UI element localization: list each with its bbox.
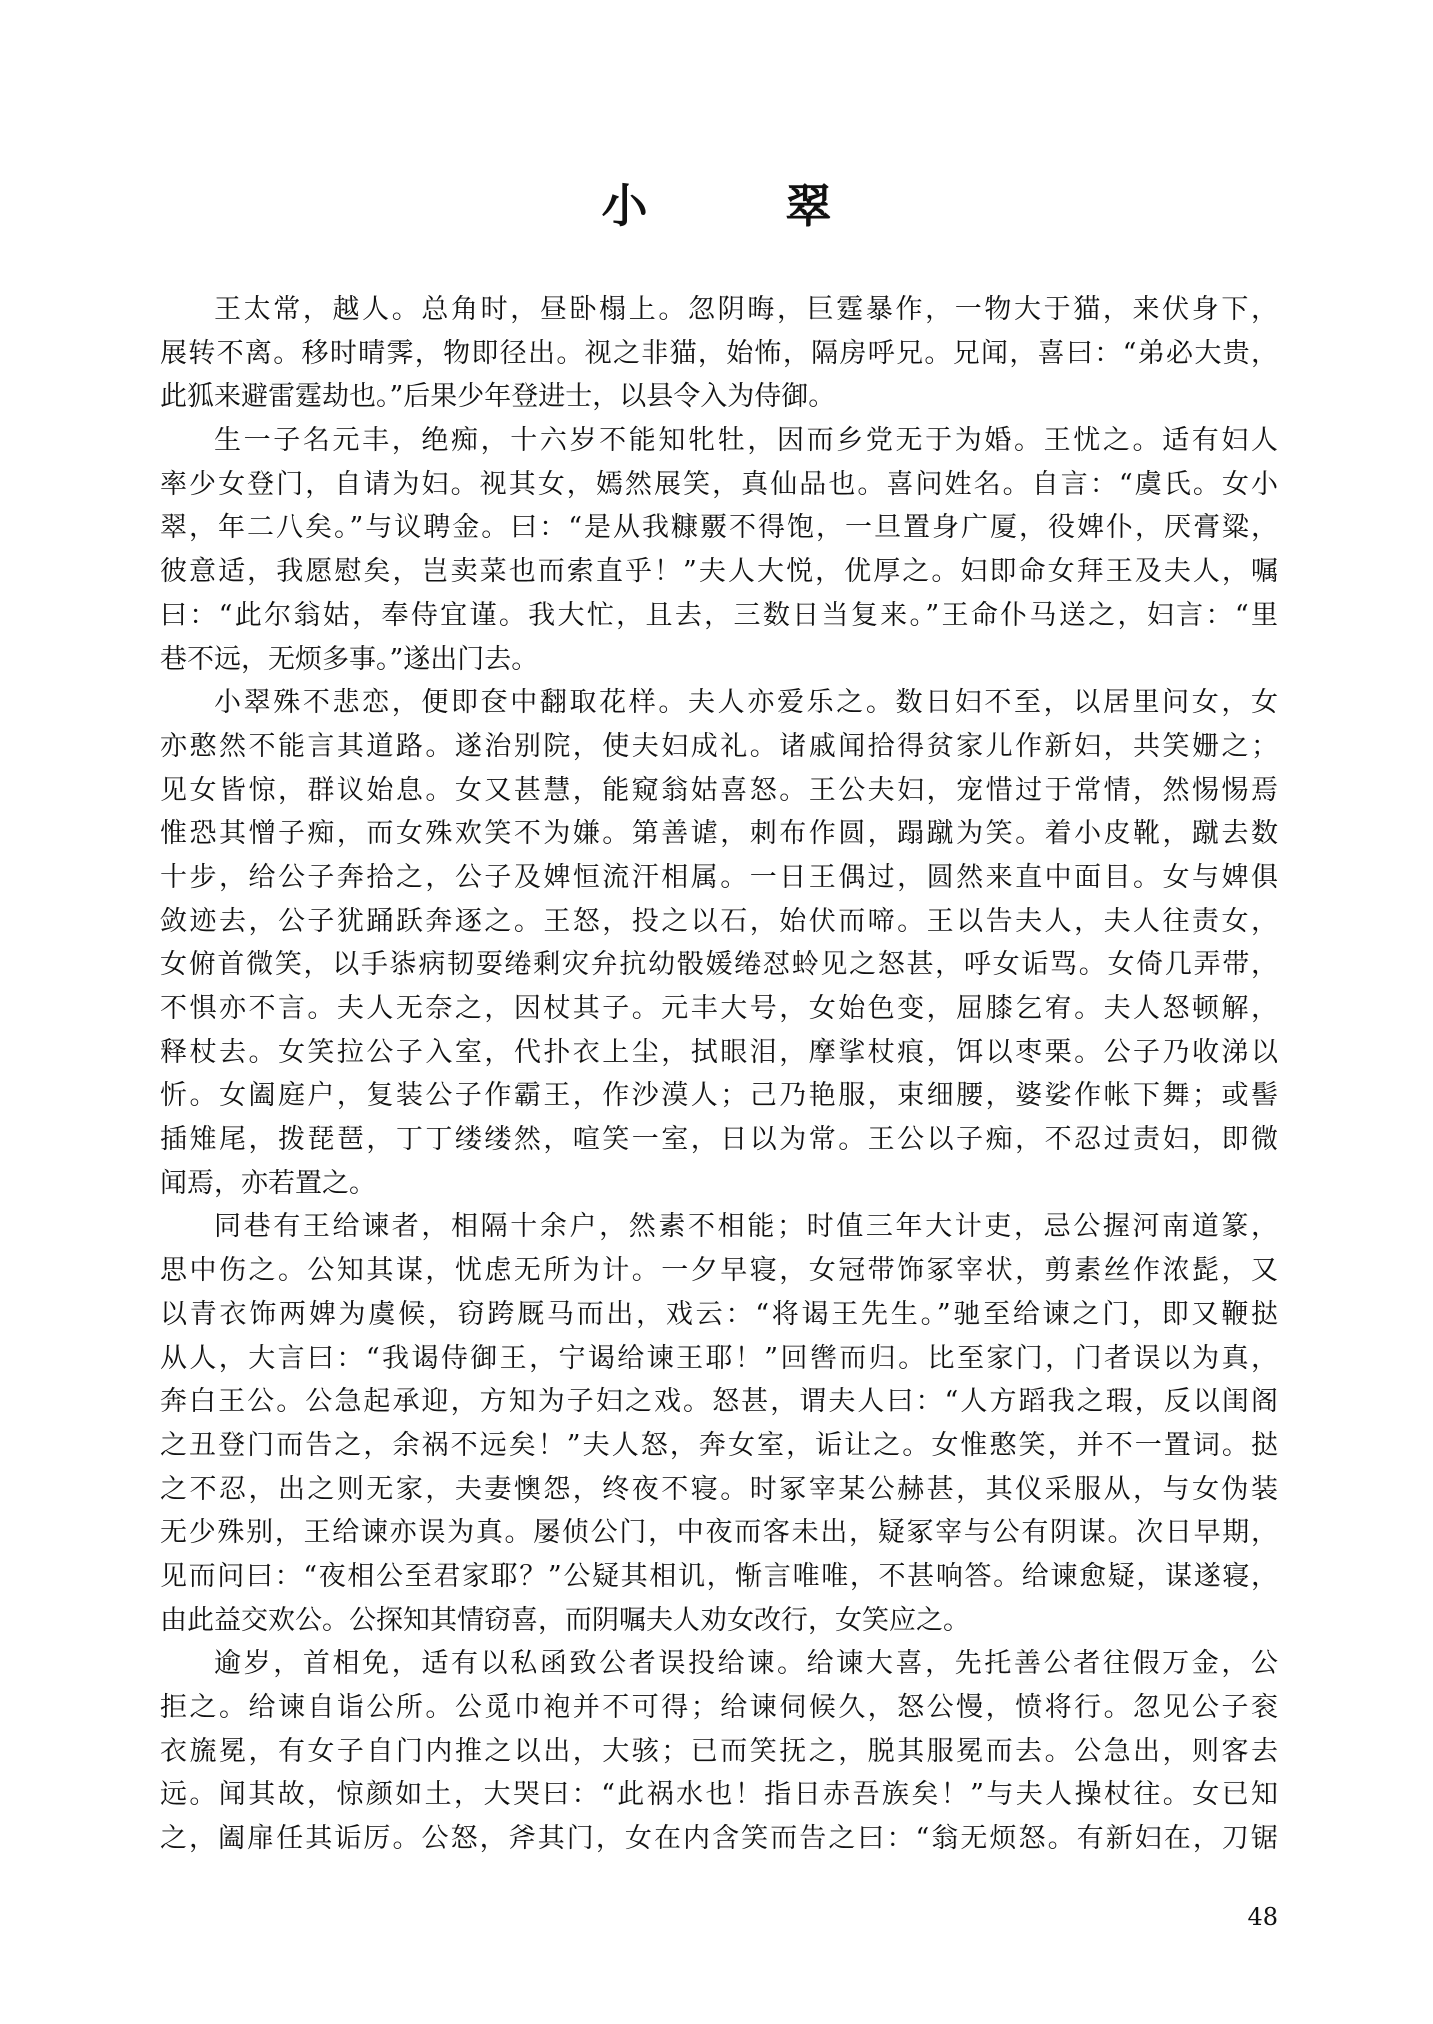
- text-line: 女俯首微笑，以手㓒病韧耍绻剩灾弁抗幼骰媛绻怼蛉见之怒甚，呼女诟骂。女倚几弄带，: [160, 949, 1278, 981]
- text-line: 同巷有王给谏者，相隔十余户，然素不相能；时值三年大计吏，忌公握河南道篆，: [214, 1211, 1278, 1243]
- text-line: 生一子名元丰，绝痴，十六岁不能知牝牡，因而乡党无于为婚。王忧之。适有妇人: [214, 425, 1278, 457]
- text-line: 翠，年二八矣。”与议聘金。曰：“是从我糠覈不得饱，一旦置身广厦，役婢仆，厌膏粱，: [160, 512, 1278, 544]
- paragraph-2: [160, 419, 1278, 681]
- page-title: 小 翠: [601, 179, 878, 233]
- text-line: 惟恐其憎子痴，而女殊欢笑不为嫌。第善谑，刺布作圆，蹋蹴为笑。着小皮靴，蹴去数: [160, 818, 1278, 850]
- text-line: 逾岁，首相免，适有以私函致公者误投给谏。给谏大喜，先托善公者往假万金，公: [214, 1648, 1278, 1680]
- text-line: 十步，给公子奔拾之，公子及婢恒流汗相属。一日王偶过，圆然来直中面目。女与婢俱: [160, 861, 1278, 893]
- text-line: 敛迹去，公子犹踊跃奔逐之。王怒，投之以石，始伏而啼。王以告夫人，夫人往责女，: [160, 905, 1278, 937]
- paragraph-5: [160, 1642, 1278, 1860]
- text-line: 闻焉，亦若置之。: [160, 1167, 376, 1199]
- text-line: 远。闻其故，惊颜如土，大哭曰：“此祸水也！指日赤吾族矣！”与夫人操杖往。女已知: [160, 1779, 1278, 1811]
- text-line: 见女皆惊，群议始息。女又甚慧，能窥翁姑喜怒。王公夫妇，宠惜过于常情，然惕惕焉: [160, 774, 1278, 806]
- page-number: 48: [1247, 1903, 1278, 1931]
- text-line: 亦憨然不能言其道路。遂治别院，使夫妇成礼。诸戚闻拾得贫家儿作新妇，共笑姗之；: [160, 730, 1278, 762]
- text-line: 思中伤之。公知其谋，忧虑无所为计。一夕早寝，女冠带饰冢宰状，剪素丝作浓髭，又: [160, 1255, 1278, 1287]
- text-line: 从人，大言曰：“我谒侍御王，宁谒给谏王耶！”回辔而归。比至家门，门者误以为真，: [160, 1342, 1278, 1374]
- text-line: 巷不远，无烦多事。”遂出门去。: [160, 643, 539, 675]
- text-line: 忻。女阖庭户，复装公子作霸王，作沙漠人；己乃艳服，束细腰，婆娑作帐下舞；或髻: [160, 1080, 1278, 1112]
- text-line: 由此益交欢公。公探知其情窃喜，而阴嘱夫人劝女改行，女笑应之。: [160, 1604, 970, 1636]
- paragraph-4: [160, 1205, 1278, 1642]
- text-line: 小翠殊不悲恋，便即奁中翻取花样。夫人亦爱乐之。数日妇不至，以居里问女，女: [214, 687, 1278, 719]
- text-line: 之丑登门而告之，余祸不远矣！”夫人怒，奔女室，诟让之。女惟憨笑，并不一置词。挞: [160, 1429, 1278, 1461]
- text-line: 展转不离。移时晴霁，物即径出。视之非猫，始怖，隔房呼兄。兄闻，喜曰：“弟必大贵，: [160, 337, 1278, 369]
- text-line: 率少女登门，自请为妇。视其女，嫣然展笑，真仙品也。喜问姓名。自言：“虞氏。女小: [160, 468, 1278, 500]
- text-line: 拒之。给谏自诣公所。公觅巾袍并不可得；给谏伺候久，怒公慢，愤将行。忽见公子衮: [160, 1692, 1278, 1723]
- text-line: 此狐来避雷霆劫也。”后果少年登进士，以县令入为侍御。: [160, 381, 836, 413]
- text-line: 之，阖扉任其诟厉。公怒，斧其门，女在内含笑而告之曰：“翁无烦怒。有新妇在，刀锯: [160, 1823, 1278, 1855]
- text-line: 释杖去。女笑拉公子入室，代扑衣上尘，拭眼泪，摩挲杖痕，饵以枣栗。公子乃收涕以: [160, 1036, 1278, 1068]
- text-line: 之不忍，出之则无家，夫妻懊怨，终夜不寝。时冢宰某公赫甚，其仪采服从，与女伪装: [160, 1473, 1278, 1505]
- text-line: 不惧亦不言。夫人无奈之，因杖其子。元丰大号，女始色变，屈膝乞宥。夫人怒顿解，: [160, 993, 1278, 1024]
- paragraph-3: [160, 681, 1278, 1205]
- text-line: 彼意适，我愿慰矣，岂卖菜也而索直乎！”夫人大悦，优厚之。妇即命女拜王及夫人，嘱: [160, 556, 1278, 588]
- story-body: [160, 288, 1278, 1861]
- text-line: 曰：“此尔翁姑，奉侍宜谨。我大忙，且去，三数日当复来。”王命仆马送之，妇言：“里: [160, 599, 1278, 631]
- text-line: 见而问曰：“夜相公至君家耶？”公疑其相讥，惭言唯唯，不甚响答。给谏愈疑，谋遂寝，: [160, 1560, 1278, 1592]
- text-line: 以青衣饰两婢为虞候，窃跨厩马而出，戏云：“将谒王先生。”驰至给谏之门，即又鞭挞: [160, 1298, 1278, 1330]
- text-line: 插雉尾，拨琵琶，丁丁缕缕然，喧笑一室，日以为常。王公以子痴，不忍过责妇，即微: [160, 1124, 1278, 1156]
- text-line: 衣旒冕，有女子自门内推之以出，大骇；已而笑抚之，脱其服冕而去。公急出，则客去: [160, 1735, 1278, 1767]
- text-line: 王太常，越人。总角时，昼卧榻上。忽阴晦，巨霆暴作，一物大于猫，来伏身下，: [214, 294, 1278, 325]
- text-line: 无少殊别，王给谏亦误为真。屡侦公门，中夜而客未出，疑冢宰与公有阴谋。次日早期，: [160, 1517, 1278, 1549]
- paragraph-1: [160, 288, 1278, 419]
- text-line: 奔白王公。公急起承迎，方知为子妇之戏。怒甚，谓夫人曰：“人方蹈我之瑕，反以闺阁: [160, 1386, 1278, 1418]
